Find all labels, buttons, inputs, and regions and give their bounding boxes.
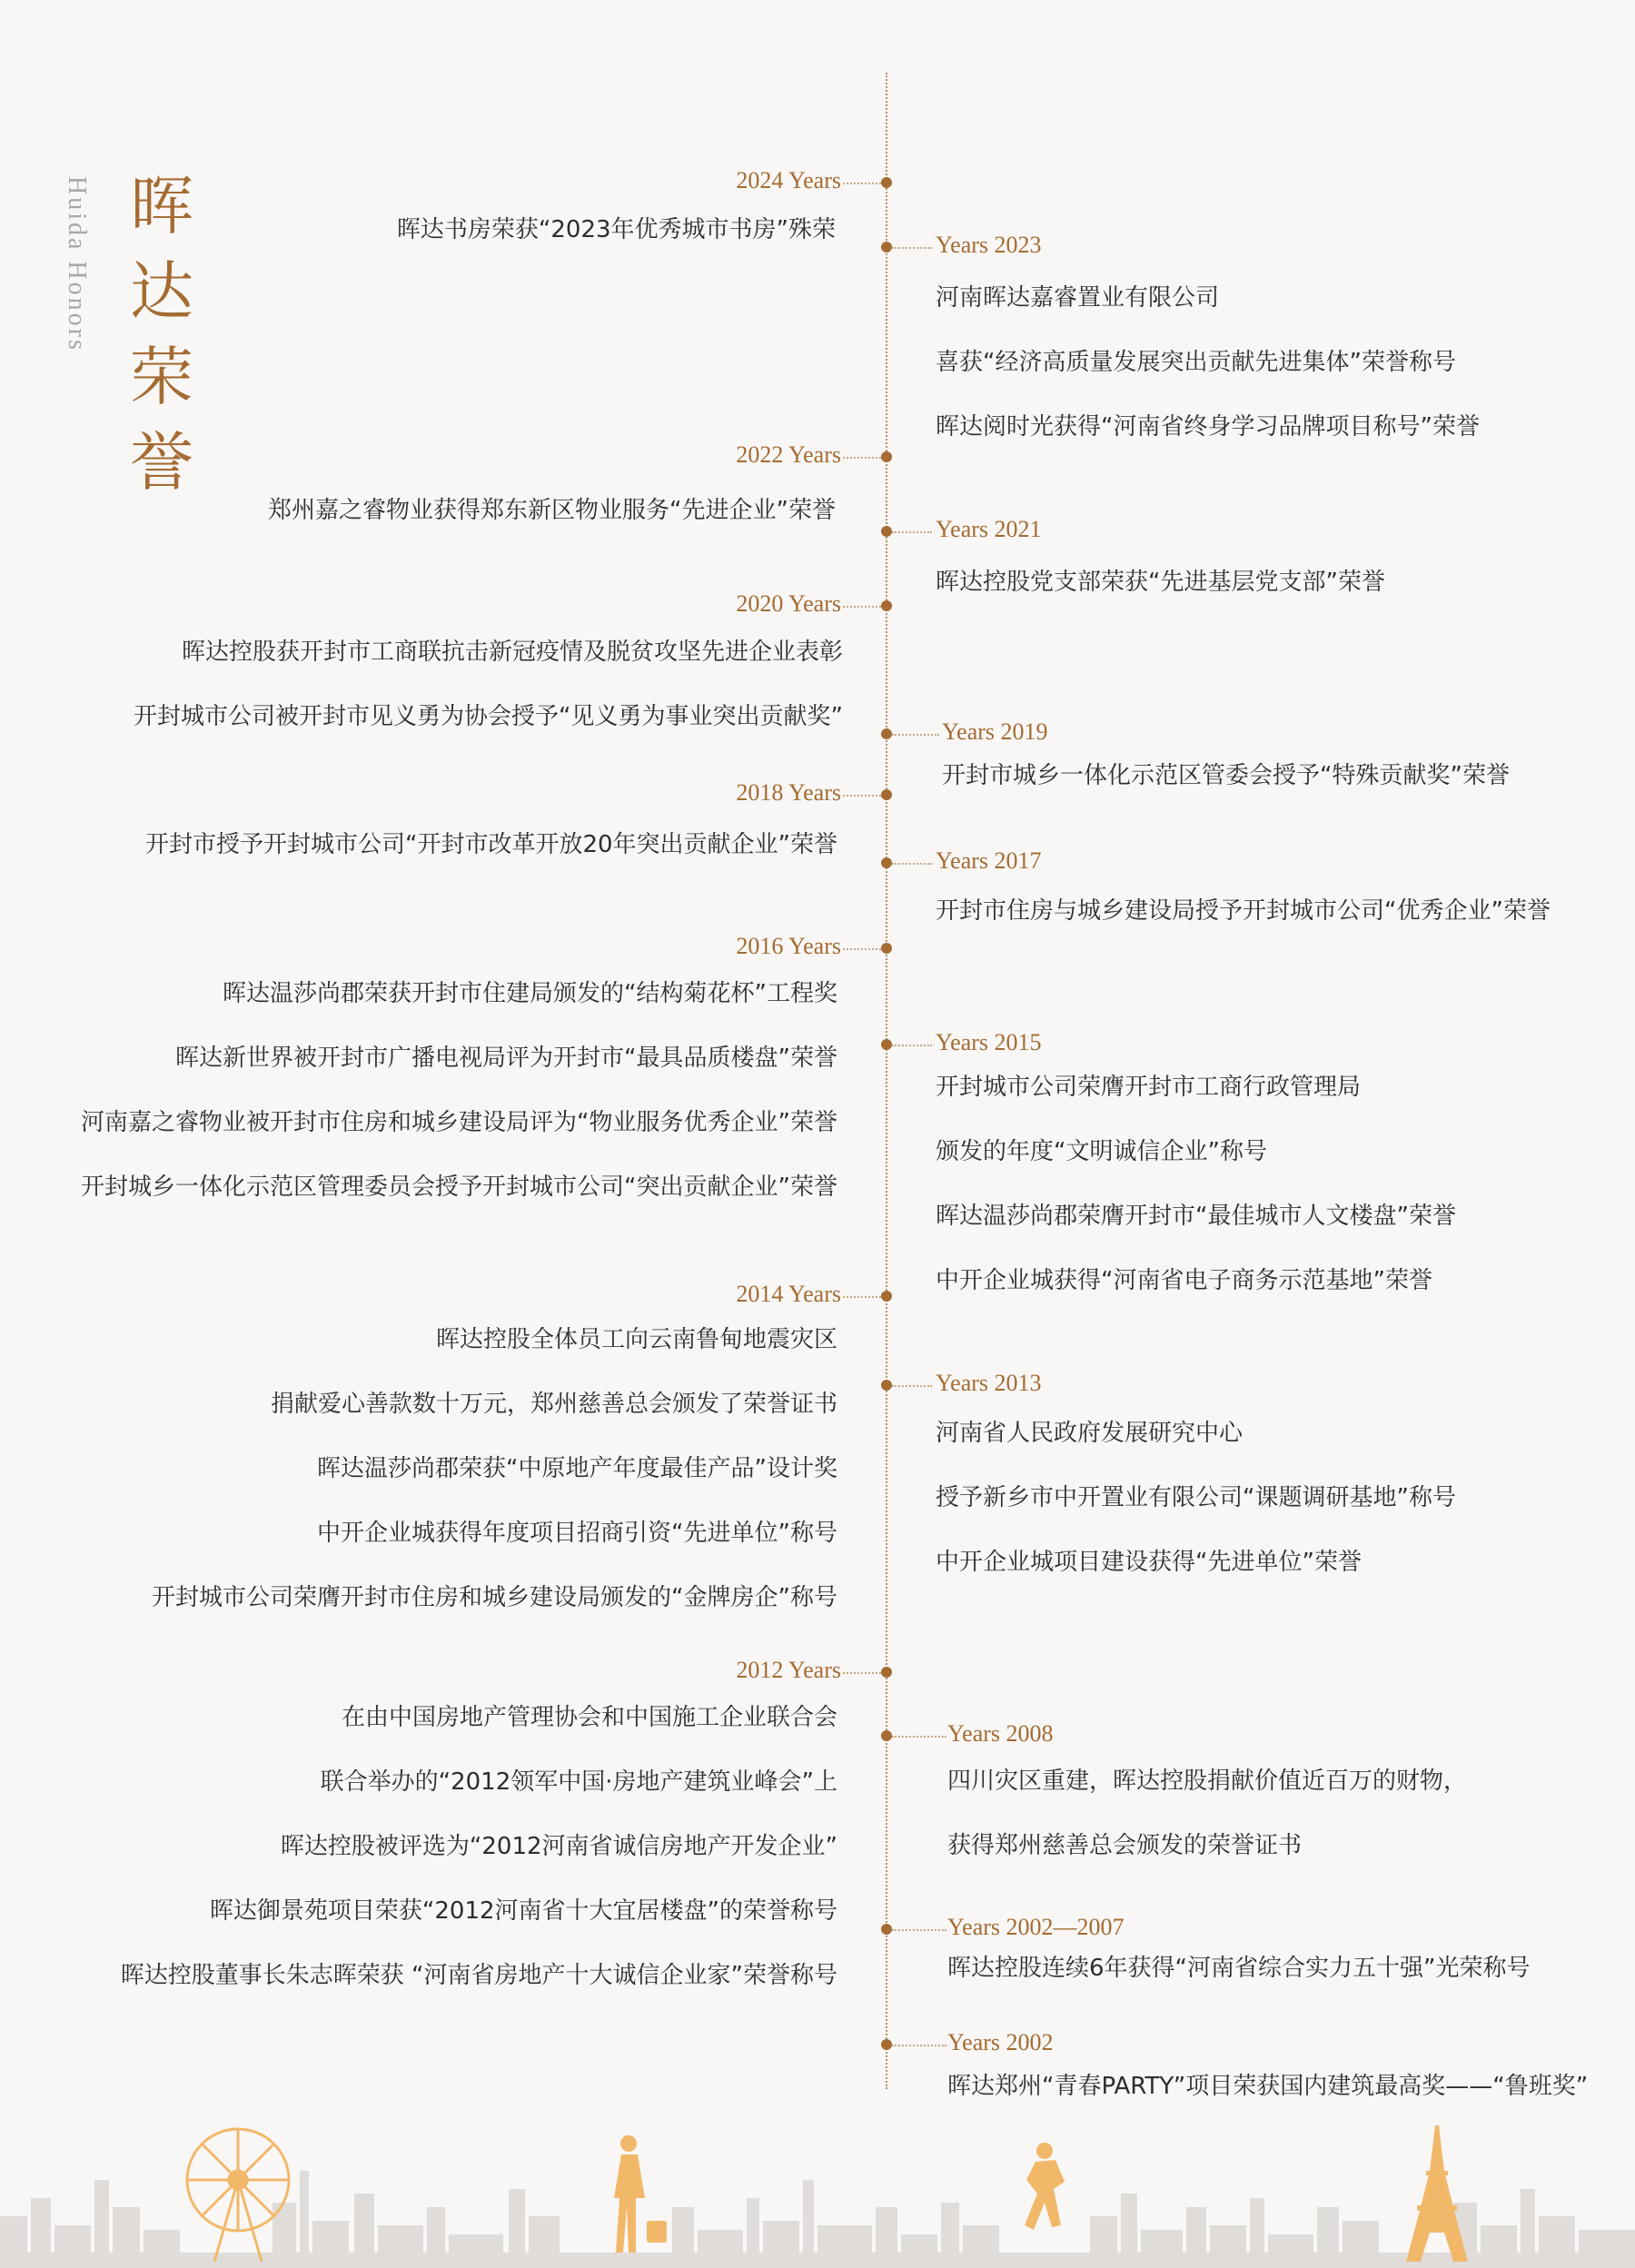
honor-item: 晖达控股获开封市工商联抗击新冠疫情及脱贫攻坚先进企业表彰 [181, 639, 843, 666]
timeline-dot [881, 943, 892, 954]
honor-item: 河南省人民政府发展研究中心 [936, 1420, 1244, 1447]
timeline-axis [886, 73, 887, 2089]
honor-item: 开封市住房与城乡建设局授予开封城市公司“优秀企业”荣誉 [936, 897, 1551, 925]
honor-item: 晖达书房荣获“2023年优秀城市书房”殊荣 [396, 216, 836, 243]
timeline-leader [892, 734, 939, 736]
title-char: 荣 [130, 340, 193, 414]
page-title [125, 163, 198, 505]
eiffel-tower-icon [1406, 2125, 1468, 2262]
honor-item: 开封城市公司荣膺开封市工商行政管理局 [936, 1074, 1362, 1101]
honor-item: 开封城市公司荣膺开封市住房和城乡建设局颁发的“金牌房企”称号 [152, 1584, 837, 1611]
honor-item: 捐献爱心善款数十万元，郑州慈善总会颁发了荣誉证书 [270, 1391, 837, 1418]
honor-item: 获得郑州慈善总会颁发的荣誉证书 [947, 1832, 1303, 1859]
timeline-leader [843, 606, 881, 608]
honor-item: 四川灾区重建，晖达控股捐献价值近百万的财物， [947, 1768, 1468, 1795]
year-label: 2018 Years [736, 779, 841, 806]
year-label: Years 2002 [947, 2029, 1054, 2055]
year-label: 2022 Years [736, 441, 841, 468]
timeline-leader [843, 795, 881, 797]
honor-item: 授予新乡市中开置业有限公司“课题调研基地”称号 [936, 1484, 1456, 1511]
title-char: 达 [130, 254, 193, 329]
timeline-leader [892, 2045, 946, 2046]
honor-item: 晖达控股全体员工向云南鲁甸地震灾区 [435, 1326, 837, 1353]
timeline-leader [892, 247, 932, 249]
timeline-dot [881, 1291, 892, 1302]
year-label: 2020 Years [736, 590, 841, 617]
page-subtitle-en: Huida Honors [63, 176, 91, 352]
timeline-dot [881, 1730, 892, 1741]
timeline-leader [843, 183, 881, 184]
honor-item: 中开企业城获得“河南省电子商务示范基地”荣誉 [936, 1267, 1432, 1294]
honor-item: 晖达郑州“青春PARTY”项目荣获国内建筑最高奖——“鲁班奖” [947, 2073, 1589, 2100]
year-label: Years 2002—2007 [947, 1914, 1125, 1940]
honor-item: 在由中国房地产管理协会和中国施工企业联合会 [341, 1704, 837, 1731]
woman-shopping-icon [614, 2135, 667, 2253]
honor-item: 晖达温莎尚郡荣获“中原地产年度最佳产品”设计奖 [317, 1455, 837, 1482]
honor-item: 晖达控股党支部荣获“先进基层党支部”荣誉 [936, 569, 1385, 596]
honor-item: 中开企业城获得年度项目招商引资“先进单位”称号 [317, 1520, 837, 1547]
timeline-dot [881, 600, 892, 611]
honor-item: 开封城乡一体化示范区管理委员会授予开封城市公司“突出贡献企业”荣誉 [81, 1174, 837, 1201]
year-label: Years 2017 [936, 847, 1042, 874]
honor-item: 晖达阅时光获得“河南省终身学习品牌项目称号”荣誉 [936, 413, 1480, 441]
year-label: 2024 Years [736, 167, 841, 193]
honor-item: 中开企业城项目建设获得“先进单位”荣誉 [936, 1549, 1362, 1576]
timeline-dot [881, 728, 892, 739]
timeline-dot [881, 1667, 892, 1678]
year-label: Years 2023 [936, 232, 1042, 258]
year-label: 2012 Years [736, 1657, 841, 1683]
timeline-leader [892, 1929, 946, 1931]
title-char: 晖 [130, 169, 193, 243]
timeline-dot [881, 242, 892, 253]
timeline-leader [892, 863, 932, 865]
title-char: 誉 [130, 425, 193, 500]
timeline-dot [881, 2039, 892, 2050]
timeline-dot [881, 1039, 892, 1050]
dancer-icon [1025, 2143, 1065, 2230]
timeline-leader [843, 457, 881, 459]
timeline-dot [881, 526, 892, 537]
year-label: Years 2019 [942, 718, 1048, 745]
honor-item: 开封市城乡一体化示范区管委会授予“特殊贡献奖”荣誉 [942, 762, 1510, 789]
timeline-dot [881, 857, 892, 868]
honor-item: 晖达控股连续6年获得“河南省综合实力五十强”光荣称号 [947, 1955, 1531, 1982]
honor-item: 河南晖达嘉睿置业有限公司 [936, 284, 1220, 312]
honor-item: 联合举办的“2012领军中国·房地产建筑业峰会”上 [320, 1768, 837, 1796]
honor-item: 晖达温莎尚郡荣获开封市住建局颁发的“结构菊花杯”工程奖 [223, 980, 837, 1007]
timeline-dot [881, 177, 892, 188]
timeline-leader [843, 948, 881, 950]
timeline-leader [892, 1385, 932, 1387]
year-label: 2016 Years [736, 933, 841, 959]
honor-item: 晖达御景苑项目荣获“2012河南省十大宜居楼盘”的荣誉称号 [209, 1897, 837, 1925]
timeline-leader [843, 1296, 881, 1298]
timeline-leader [892, 1736, 946, 1738]
honor-item: 晖达控股被评选为“2012河南省诚信房地产开发企业” [280, 1833, 837, 1860]
honor-item: 喜获“经济高质量发展突出贡献先进集体”荣誉称号 [936, 349, 1456, 376]
timeline-leader [892, 531, 932, 533]
skyline-silhouette [0, 2116, 1635, 2268]
timeline-leader [892, 1045, 932, 1046]
timeline-dot [881, 789, 892, 800]
honor-item: 河南嘉之睿物业被开封市住房和城乡建设局评为“物业服务优秀企业”荣誉 [81, 1109, 837, 1136]
year-label: Years 2013 [936, 1370, 1042, 1396]
timeline-leader [843, 1672, 881, 1674]
year-label: Years 2021 [936, 516, 1042, 542]
honor-item: 晖达控股董事长朱志晖荣获 “河南省房地产十大诚信企业家”荣誉称号 [120, 1962, 837, 1989]
year-label: Years 2008 [947, 1720, 1054, 1747]
year-label: Years 2015 [936, 1029, 1042, 1055]
timeline-dot [881, 1380, 892, 1391]
honor-item: 晖达温莎尚郡荣膺开封市“最佳城市人文楼盘”荣誉 [936, 1203, 1456, 1230]
honor-item: 晖达新世界被开封市广播电视局评为开封市“最具品质楼盘”荣誉 [175, 1045, 837, 1072]
honor-item: 郑州嘉之睿物业获得郑东新区物业服务“先进企业”荣誉 [268, 497, 836, 524]
year-label: 2014 Years [736, 1281, 841, 1307]
honor-item: 开封城市公司被开封市见义勇为协会授予“见义勇为事业突出贡献奖” [134, 703, 843, 730]
timeline-dot [881, 451, 892, 462]
timeline-dot [881, 1924, 892, 1935]
honor-item: 颁发的年度“文明诚信企业”称号 [936, 1138, 1267, 1165]
honor-item: 开封市授予开封城市公司“开封市改革开放20年突出贡献企业”荣誉 [144, 831, 837, 858]
